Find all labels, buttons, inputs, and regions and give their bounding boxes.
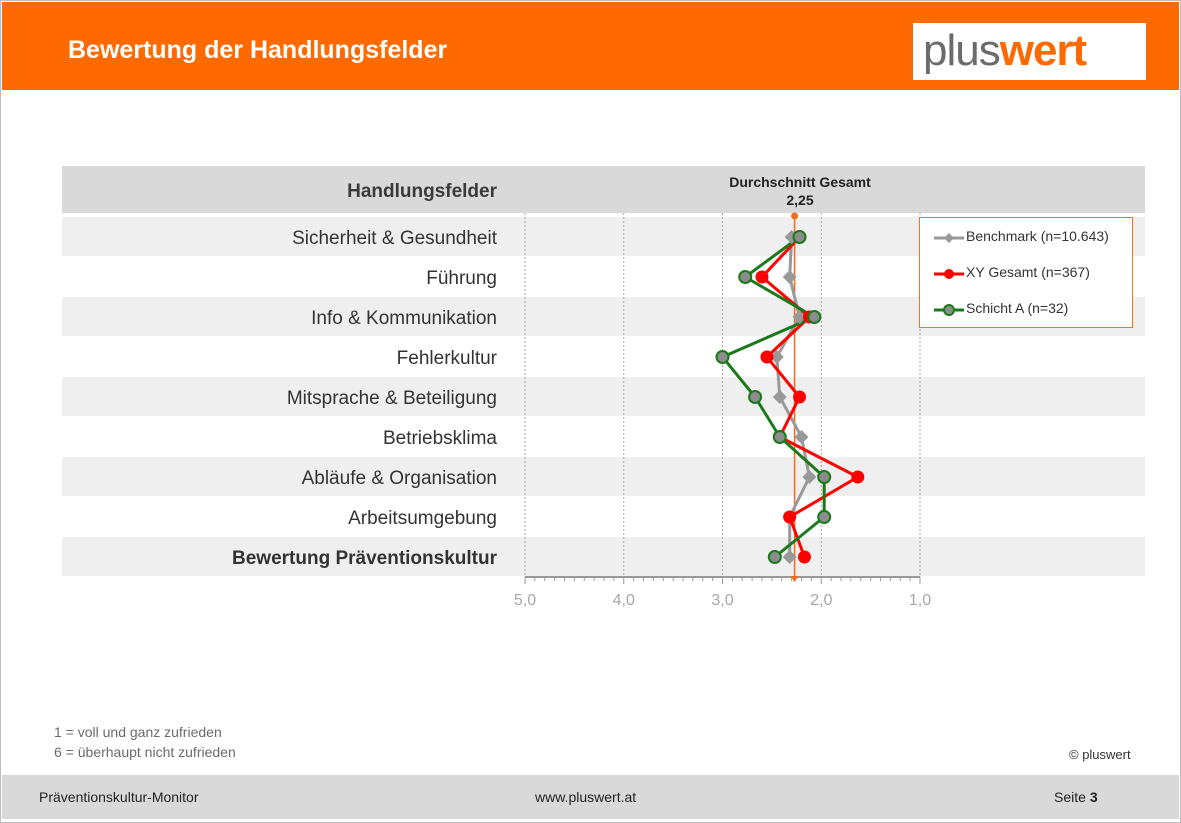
page-number: 3 <box>1089 789 1098 805</box>
reference-label: Durchschnitt Gesamt <box>729 174 871 190</box>
category-label: Abläufe & Organisation <box>301 468 497 489</box>
x-tick-label: 4,0 <box>612 592 635 609</box>
series-point-2 <box>769 551 781 563</box>
category-header: Handlungsfelder <box>347 181 497 202</box>
series-point-2 <box>749 391 761 403</box>
footer-url-link[interactable]: www.pluswert.at <box>535 789 637 805</box>
legend-label: Schicht A (n=32) <box>966 300 1069 316</box>
x-tick-label: 5,0 <box>513 592 537 609</box>
series-point-2 <box>818 511 830 523</box>
series-point-2 <box>808 311 820 323</box>
series-point-2 <box>818 471 830 483</box>
legend-label: XY Gesamt (n=367) <box>966 264 1090 280</box>
series-point-1 <box>760 351 773 364</box>
logo-plus-text: plus <box>923 26 1000 75</box>
legend-schicht-swatch-icon <box>932 303 966 317</box>
row-band <box>62 377 1145 416</box>
footer-page-number <box>1054 789 1098 805</box>
category-label: Sicherheit & Gesundheit <box>292 228 497 249</box>
series-point-2 <box>774 431 786 443</box>
table-header-band <box>62 166 1145 213</box>
series-point-1 <box>798 551 811 564</box>
chart-legend <box>919 217 1133 328</box>
category-label: Bewertung Präventionskultur <box>232 548 497 569</box>
page-title: Bewertung der Handlungsfelder <box>68 36 448 64</box>
legend-label: Benchmark (n=10.643) <box>966 228 1109 244</box>
footnote-scale-max: 6 = überhaupt nicht zufrieden <box>54 744 236 760</box>
reference-value-label: 2,25 <box>786 192 814 208</box>
series-point-2 <box>794 231 806 243</box>
series-point-0 <box>795 430 809 444</box>
x-tick-label: 2,0 <box>810 592 833 609</box>
category-label: Führung <box>426 268 497 289</box>
category-label: Info & Kommunikation <box>311 308 497 329</box>
category-label: Fehlerkultur <box>396 348 497 369</box>
legend-xy-swatch-icon <box>932 267 966 281</box>
series-point-1 <box>783 511 796 524</box>
series-point-2 <box>717 351 729 363</box>
footer-bar <box>2 775 1179 819</box>
category-label: Arbeitsumgebung <box>348 508 497 529</box>
series-point-1 <box>851 471 864 484</box>
row-band <box>62 537 1145 576</box>
legend-benchmark-swatch-icon <box>932 231 966 245</box>
series-point-1 <box>756 271 769 284</box>
row-band <box>62 457 1145 496</box>
logo-wert-text: wert <box>999 26 1087 75</box>
page-label: Seite <box>1054 789 1090 805</box>
footnote-scale-min: 1 = voll und ganz zufrieden <box>54 724 222 740</box>
category-label: Mitsprache & Beteiligung <box>286 388 497 409</box>
x-tick-label: 1,0 <box>908 592 932 609</box>
copyright-text: © pluswert <box>1069 747 1131 762</box>
series-point-1 <box>793 391 806 404</box>
reference-top-marker <box>791 213 798 220</box>
category-label: Betriebsklima <box>382 428 497 449</box>
footer-title: Präventionskultur-Monitor <box>39 789 199 805</box>
series-point-2 <box>739 271 751 283</box>
x-tick-label: 3,0 <box>711 592 734 609</box>
